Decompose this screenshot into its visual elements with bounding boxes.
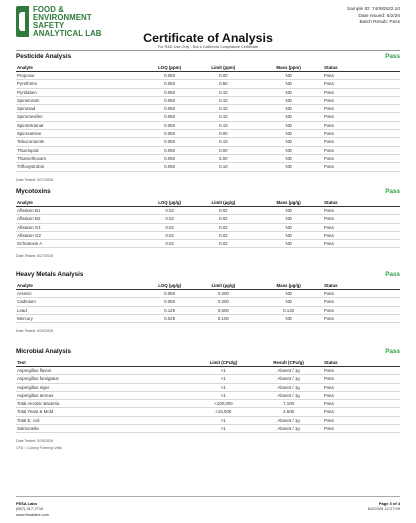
status-cell: Pass [323, 113, 400, 121]
value-cell: 0.02 [147, 240, 193, 248]
microbial-section [16, 348, 400, 450]
table-row [16, 314, 400, 322]
column-header: Mass (µg/g) [254, 283, 323, 290]
analyte-cell: Thiamethoxam [16, 154, 147, 162]
table-row [16, 298, 400, 306]
status-cell: Pass [323, 240, 400, 248]
table-row [16, 416, 400, 424]
value-cell: 0.10 [193, 113, 254, 121]
section-title: Mycotoxins [16, 188, 51, 195]
analyte-cell: Mercury [16, 314, 147, 322]
value-cell: 0.10 [193, 88, 254, 96]
value-cell: <10,000 [193, 408, 254, 416]
mycotoxins-table [16, 200, 400, 248]
value-cell: 0.125 [147, 306, 193, 314]
footer [16, 496, 400, 520]
batch-result: Batch Result: Pass [359, 20, 400, 26]
value-cell: Absent / 1g [254, 383, 323, 391]
value-cell: 0.050 [147, 130, 193, 138]
column-header: LOQ (µg/g) [147, 283, 193, 290]
value-cell: ND [254, 80, 323, 88]
value-cell: ND [254, 130, 323, 138]
table-row [16, 105, 400, 113]
value-cell: ND [254, 240, 323, 248]
analyte-cell: Pyridaben [16, 88, 147, 96]
status-cell: Pass [323, 121, 400, 129]
section-title: Microbial Analysis [16, 348, 72, 355]
status-cell: Pass [323, 290, 400, 298]
column-header: Status [323, 65, 400, 72]
section-header [16, 348, 400, 360]
logo-line: ANALYTICAL LAB [33, 29, 102, 38]
column-header: Limit (ppm) [193, 65, 254, 72]
value-cell: ND [254, 88, 323, 96]
value-cell: 0.050 [147, 80, 193, 88]
table-row [16, 240, 400, 248]
table-row [16, 113, 400, 121]
value-cell: 0.050 [147, 72, 193, 80]
value-cell: 0.10 [193, 105, 254, 113]
value-cell: ND [254, 105, 323, 113]
column-header: Mass (µg/g) [254, 200, 323, 207]
status-cell: Pass [323, 80, 400, 88]
value-cell: Absent / 1g [254, 425, 323, 433]
value-cell: ND [254, 146, 323, 154]
status-cell: Pass [323, 154, 400, 162]
analyte-cell: Total Yeast & Mold [16, 408, 193, 416]
table-row [16, 121, 400, 129]
value-cell: ND [254, 223, 323, 231]
analyte-cell: Arsenic [16, 290, 147, 298]
section-status: Pass [385, 348, 400, 355]
column-header: LOQ (µg/g) [147, 200, 193, 207]
divider [16, 50, 400, 51]
value-cell: ND [254, 298, 323, 306]
value-cell: 0.050 [147, 290, 193, 298]
value-cell: <1 [193, 425, 254, 433]
status-cell: Pass [323, 231, 400, 239]
value-cell: 0.050 [147, 105, 193, 113]
value-cell: 0.132 [254, 306, 323, 314]
value-cell: 0.500 [193, 306, 254, 314]
value-cell: 0.02 [147, 223, 193, 231]
analyte-cell: Aspergillus fumigatus [16, 375, 193, 383]
status-cell: Pass [323, 383, 400, 391]
value-cell: ND [254, 215, 323, 223]
table-row [16, 400, 400, 408]
status-cell: Pass [323, 215, 400, 223]
analyte-cell: Aflatoxin B2 [16, 215, 147, 223]
column-header: Limit (µg/g) [193, 200, 254, 207]
lab-website[interactable]: www.fesalabs.com [16, 511, 50, 517]
value-cell: <1 [193, 391, 254, 399]
table-row [16, 146, 400, 154]
analyte-cell: Trifloxystrobin [16, 163, 147, 171]
analyte-cell: Spirotetramat [16, 121, 147, 129]
column-header: Analyte [16, 283, 147, 290]
value-cell: 0.00 [193, 72, 254, 80]
value-cell: 0.050 [147, 154, 193, 162]
value-cell: 0.050 [147, 298, 193, 306]
analyte-cell: Ochratoxin A [16, 240, 147, 248]
value-cell: 0.02 [193, 215, 254, 223]
value-cell: Absent / 1g [254, 375, 323, 383]
lab-name: FESA Labs [16, 501, 37, 506]
status-cell: Pass [323, 88, 400, 96]
status-cell: Pass [323, 223, 400, 231]
date-tested: Date Tested: 5/27/2026 [16, 254, 54, 259]
value-cell: 0.02 [147, 207, 193, 215]
table-row [16, 306, 400, 314]
analyte-cell: Aspergillus flavus [16, 367, 193, 375]
table-row [16, 207, 400, 215]
table-row [16, 367, 400, 375]
analyte-cell: Spiromesifen [16, 113, 147, 121]
section-status: Pass [385, 271, 400, 278]
date-tested: Date Tested: 5/27/2026 [16, 177, 54, 182]
ruo-note: For R&D Use Only - Not a California Compliance Certificate [157, 45, 259, 49]
value-cell: 0.00 [193, 146, 254, 154]
value-cell: Absent / 1g [254, 391, 323, 399]
analyte-cell: Aspergillus terreus [16, 391, 193, 399]
value-cell: <1 [193, 367, 254, 375]
printed-timestamp: 6/2/2026 12:27:09 [367, 506, 400, 512]
value-cell: 0.02 [147, 231, 193, 239]
value-cell: 0.050 [147, 113, 193, 121]
value-cell: 0.100 [193, 314, 254, 322]
value-cell: <100,000 [193, 400, 254, 408]
value-cell: 4,500 [254, 408, 323, 416]
status-cell: Pass [323, 298, 400, 306]
status-cell: Pass [323, 105, 400, 113]
microbial-table [16, 360, 400, 433]
status-cell: Pass [323, 425, 400, 433]
page-number: Page 3 of 4 [378, 501, 400, 506]
section-title: Heavy Metals Analysis [16, 271, 84, 278]
value-cell: 0.025 [147, 314, 193, 322]
table-row [16, 154, 400, 162]
value-cell: ND [254, 290, 323, 298]
value-cell: <1 [193, 416, 254, 424]
value-cell: Absent / 1g [254, 367, 323, 375]
table-row [16, 391, 400, 399]
status-cell: Pass [323, 375, 400, 383]
value-cell: ND [254, 207, 323, 215]
logo-line: ENVIRONMENT [33, 13, 92, 22]
column-header: Result (CFU/g) [254, 360, 323, 367]
value-cell: ND [254, 138, 323, 146]
value-cell: Absent / 1g [254, 416, 323, 424]
status-cell: Pass [323, 314, 400, 322]
value-cell: 0.10 [193, 163, 254, 171]
value-cell: 0.02 [193, 223, 254, 231]
analyte-cell: Thiacloprid [16, 146, 147, 154]
status-cell: Pass [323, 163, 400, 171]
column-header: Test [16, 360, 193, 367]
value-cell: 5.00 [193, 154, 254, 162]
status-cell: Pass [323, 306, 400, 314]
pesticide-section [16, 53, 400, 182]
value-cell: 0.200 [193, 298, 254, 306]
value-cell: 0.050 [147, 121, 193, 129]
analyte-cell: Lead [16, 306, 147, 314]
value-cell: 0.10 [193, 121, 254, 129]
column-header: Analyte [16, 65, 147, 72]
table-row [16, 231, 400, 239]
section-header [16, 53, 400, 65]
value-cell: 0.050 [147, 88, 193, 96]
table-row [16, 408, 400, 416]
date-tested: Date Tested: 5/29/2026 [16, 329, 54, 334]
value-cell: 0.050 [147, 163, 193, 171]
column-header: Limit (CFU/g) [193, 360, 254, 367]
value-cell: 0.02 [193, 240, 254, 248]
value-cell: 0.10 [193, 138, 254, 146]
lab-phone: (657) 317-7716 [16, 506, 44, 512]
analyte-cell: Propoxur [16, 72, 147, 80]
value-cell: 0.10 [193, 96, 254, 104]
status-cell: Pass [323, 130, 400, 138]
heavy-metals-section [16, 271, 400, 333]
column-header: LOQ (ppm) [147, 65, 193, 72]
analyte-cell: Tebuconazole [16, 138, 147, 146]
analyte-cell: Pyrethrins [16, 80, 147, 88]
analyte-cell: Aflatoxin G1 [16, 223, 147, 231]
mycotoxins-section [16, 188, 400, 258]
status-cell: Pass [323, 367, 400, 375]
analyte-cell: Cadmium [16, 298, 147, 306]
section-header [16, 188, 400, 200]
value-cell: 0.02 [193, 207, 254, 215]
date-tested: Date Tested: 5/29/2026 [16, 439, 54, 444]
status-cell: Pass [323, 400, 400, 408]
value-cell: ND [254, 154, 323, 162]
cfu-note: CFU = Colony Forming Units [16, 446, 63, 451]
status-cell: Pass [323, 138, 400, 146]
status-cell: Pass [323, 96, 400, 104]
value-cell: ND [254, 113, 323, 121]
section-status: Pass [385, 188, 400, 195]
value-cell: 0.050 [147, 146, 193, 154]
section-header [16, 271, 400, 283]
column-header: Status [323, 283, 400, 290]
column-header: Analyte [16, 200, 147, 207]
column-header: Mass (ppm) [254, 65, 323, 72]
table-row [16, 96, 400, 104]
analyte-cell: Salmonella [16, 425, 193, 433]
value-cell: 0.02 [147, 215, 193, 223]
analyte-cell: Spiroxamine [16, 130, 147, 138]
analyte-cell: Aflatoxin G2 [16, 231, 147, 239]
logo-line: SAFETY [33, 21, 65, 30]
value-cell: 7,100 [254, 400, 323, 408]
page-info [368, 501, 400, 512]
value-cell: 0.02 [193, 231, 254, 239]
analyte-cell: Spinetoram [16, 96, 147, 104]
logo-line: FOOD & [33, 5, 64, 14]
table-row [16, 72, 400, 80]
value-cell: ND [254, 314, 323, 322]
value-cell: ND [254, 231, 323, 239]
column-header: Limit (µg/g) [193, 283, 254, 290]
table-row [16, 383, 400, 391]
table-row [16, 138, 400, 146]
table-row [16, 375, 400, 383]
table-row [16, 130, 400, 138]
column-header: Status [323, 200, 400, 207]
pesticide-table [16, 65, 400, 172]
section-status: Pass [385, 53, 400, 60]
value-cell: <1 [193, 375, 254, 383]
status-cell: Pass [323, 72, 400, 80]
status-cell: Pass [323, 207, 400, 215]
table-row [16, 425, 400, 433]
status-cell: Pass [323, 416, 400, 424]
analyte-cell: Total Aerobic Bacteria [16, 400, 193, 408]
lab-contact [16, 501, 49, 517]
status-cell: Pass [323, 146, 400, 154]
value-cell: <1 [193, 383, 254, 391]
page-title: Certificate of Analysis [143, 31, 273, 45]
analyte-cell: Aflatoxin B1 [16, 207, 147, 215]
analyte-cell: Aspergillus niger [16, 383, 193, 391]
table-row [16, 88, 400, 96]
sample-id: Sample ID: 74060522.10 [346, 7, 400, 12]
value-cell: 0.200 [193, 290, 254, 298]
value-cell: 0.050 [147, 96, 193, 104]
value-cell: 0.50 [193, 80, 254, 88]
value-cell: ND [254, 121, 323, 129]
value-cell: ND [254, 96, 323, 104]
value-cell: ND [254, 72, 323, 80]
table-row [16, 290, 400, 298]
section-title: Pesticide Analysis [16, 53, 72, 60]
table-row [16, 223, 400, 231]
value-cell: ND [254, 163, 323, 171]
analyte-cell: Total E. coli [16, 416, 193, 424]
status-cell: Pass [323, 408, 400, 416]
value-cell: 0.00 [193, 130, 254, 138]
status-cell: Pass [323, 391, 400, 399]
table-row [16, 80, 400, 88]
table-row [16, 163, 400, 171]
column-header: Status [323, 360, 400, 367]
date-issued: Date Issued: 6/2/26 [358, 13, 400, 19]
sample-meta [347, 7, 400, 27]
heavy-metals-table [16, 283, 400, 323]
value-cell: 0.050 [147, 138, 193, 146]
analyte-cell: Spinosad [16, 105, 147, 113]
table-row [16, 215, 400, 223]
